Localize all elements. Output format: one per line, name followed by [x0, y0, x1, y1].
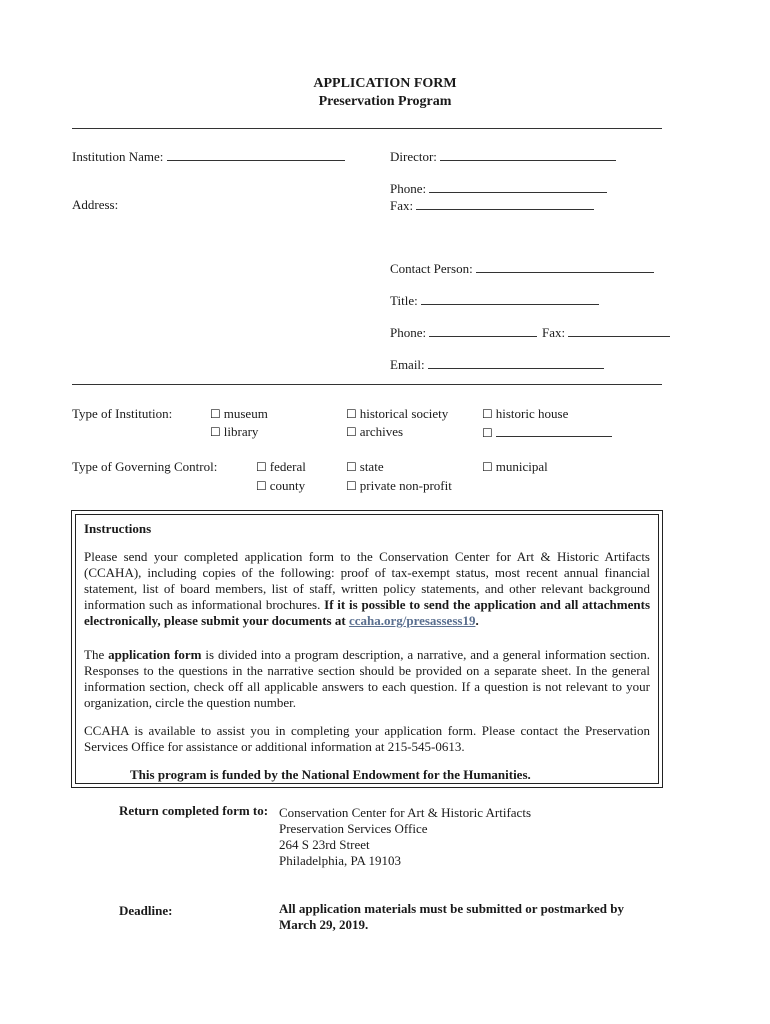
governing-control-label: Type of Governing Control: [72, 459, 218, 474]
ccaha-link[interactable]: ccaha.org/presassess19 [348, 613, 476, 628]
contact-phone-input[interactable] [429, 324, 537, 337]
return-address-line: 264 S 23rd Street [279, 837, 370, 852]
institution-name-field [72, 148, 345, 165]
title-label: Title: [390, 293, 418, 308]
option-federal[interactable]: ☐ federal [256, 459, 306, 474]
page-subtitle: Preservation Program [318, 94, 452, 109]
divider-middle [72, 384, 662, 385]
option-library[interactable]: ☐ library [210, 424, 259, 439]
address-label: Address: [72, 197, 119, 212]
option-other[interactable] [482, 424, 612, 441]
contact-fax-label: Fax: [542, 325, 566, 340]
checkbox-icon[interactable]: ☐ [346, 479, 357, 493]
fax-field [390, 197, 594, 214]
option-county[interactable]: ☐ county [256, 478, 306, 493]
instructions-box-inner [75, 514, 659, 784]
checkbox-icon[interactable]: ☐ [346, 407, 357, 421]
checkbox-icon[interactable]: ☐ [346, 425, 357, 439]
checkbox-icon[interactable]: ☐ [210, 407, 221, 421]
title-input[interactable] [421, 292, 599, 305]
return-address [279, 805, 531, 869]
email-field [390, 356, 604, 373]
phone-label: Phone: [390, 181, 427, 196]
title-field [390, 292, 599, 309]
option-archives[interactable]: ☐ archives [346, 424, 404, 439]
instructions-heading: Instructions [84, 521, 152, 536]
option-municipal[interactable]: ☐ municipal [482, 459, 548, 474]
option-historic-house[interactable]: ☐ historic house [482, 406, 569, 421]
deadline-text: All application materials must be submitted or postmarked by March 29, 2019. [279, 901, 624, 932]
instructions-paragraph-3: CCAHA is available to assist you in completing your application form. Please contact the Preservation Services Office for assistance or additional information at 215-545-0613. [84, 723, 650, 754]
checkbox-icon[interactable]: ☐ [482, 460, 493, 474]
option-private-non-profit[interactable]: ☐ private non-profit [346, 478, 452, 493]
return-address-line: Preservation Services Office [279, 821, 428, 836]
contact-person-label: Contact Person: [390, 261, 473, 276]
checkbox-icon[interactable]: ☐ [256, 479, 267, 493]
divider-top [72, 128, 662, 129]
email-input[interactable] [428, 356, 604, 369]
option-state[interactable]: ☐ state [346, 459, 384, 474]
director-field [390, 148, 616, 165]
page-title: APPLICATION FORM [313, 76, 457, 91]
return-label: Return completed form to: [119, 803, 269, 818]
institution-name-input[interactable] [167, 148, 345, 161]
instructions-paragraph-1: Please send your completed application form to the Conservation Center for Art & Historic Artifacts (CCAHA), including copies of the following: proof of tax-exempt status, most recent annual financial statement, list of board members, list of staff, written policy statements, and other relevant background information such as informational brochures. If it is possible to send the application and all attachments electronically, please submit your documents at ccaha.org/presassess19. [84, 549, 650, 628]
funding-statement: This program is funded by the National Endowment for the Humanities. [130, 767, 531, 782]
instructions-paragraph-2: The application form is divided into a program description, a narrative, and a general information section. Responses to the questions in the narrative section should be provided on a separate sheet. In the general information section, check off all applicable answers to each question. If a question is not relevant to your organization, circle the question number. [84, 647, 651, 710]
checkbox-icon[interactable]: ☐ [256, 460, 267, 474]
director-input[interactable] [440, 148, 616, 161]
contact-fax-input[interactable] [568, 324, 670, 337]
other-type-input[interactable] [496, 424, 612, 437]
contact-person-field [390, 260, 654, 277]
fax-input[interactable] [416, 197, 594, 210]
fax-label: Fax: [390, 198, 414, 213]
checkbox-icon[interactable]: ☐ [482, 426, 493, 440]
contact-phone-field [390, 324, 537, 341]
checkbox-icon[interactable]: ☐ [210, 425, 221, 439]
phone-input[interactable] [429, 180, 607, 193]
director-label: Director: [390, 149, 437, 164]
contact-phone-label: Phone: [390, 325, 427, 340]
checkbox-icon[interactable]: ☐ [346, 460, 357, 474]
contact-person-input[interactable] [476, 260, 654, 273]
institution-name-label: Institution Name: [72, 149, 164, 164]
instructions-box [71, 510, 663, 788]
phone-field [390, 180, 607, 197]
return-address-line: Conservation Center for Art & Historic Artifacts [279, 805, 532, 820]
institution-type-label: Type of Institution: [72, 406, 173, 421]
email-label: Email: [390, 357, 425, 372]
option-historical-society[interactable]: ☐ historical society [346, 406, 449, 421]
contact-fax-field [542, 324, 670, 341]
checkbox-icon[interactable]: ☐ [482, 407, 493, 421]
option-museum[interactable]: ☐ museum [210, 406, 268, 421]
deadline-label: Deadline: [119, 903, 173, 918]
return-address-line: Philadelphia, PA 19103 [279, 853, 401, 868]
